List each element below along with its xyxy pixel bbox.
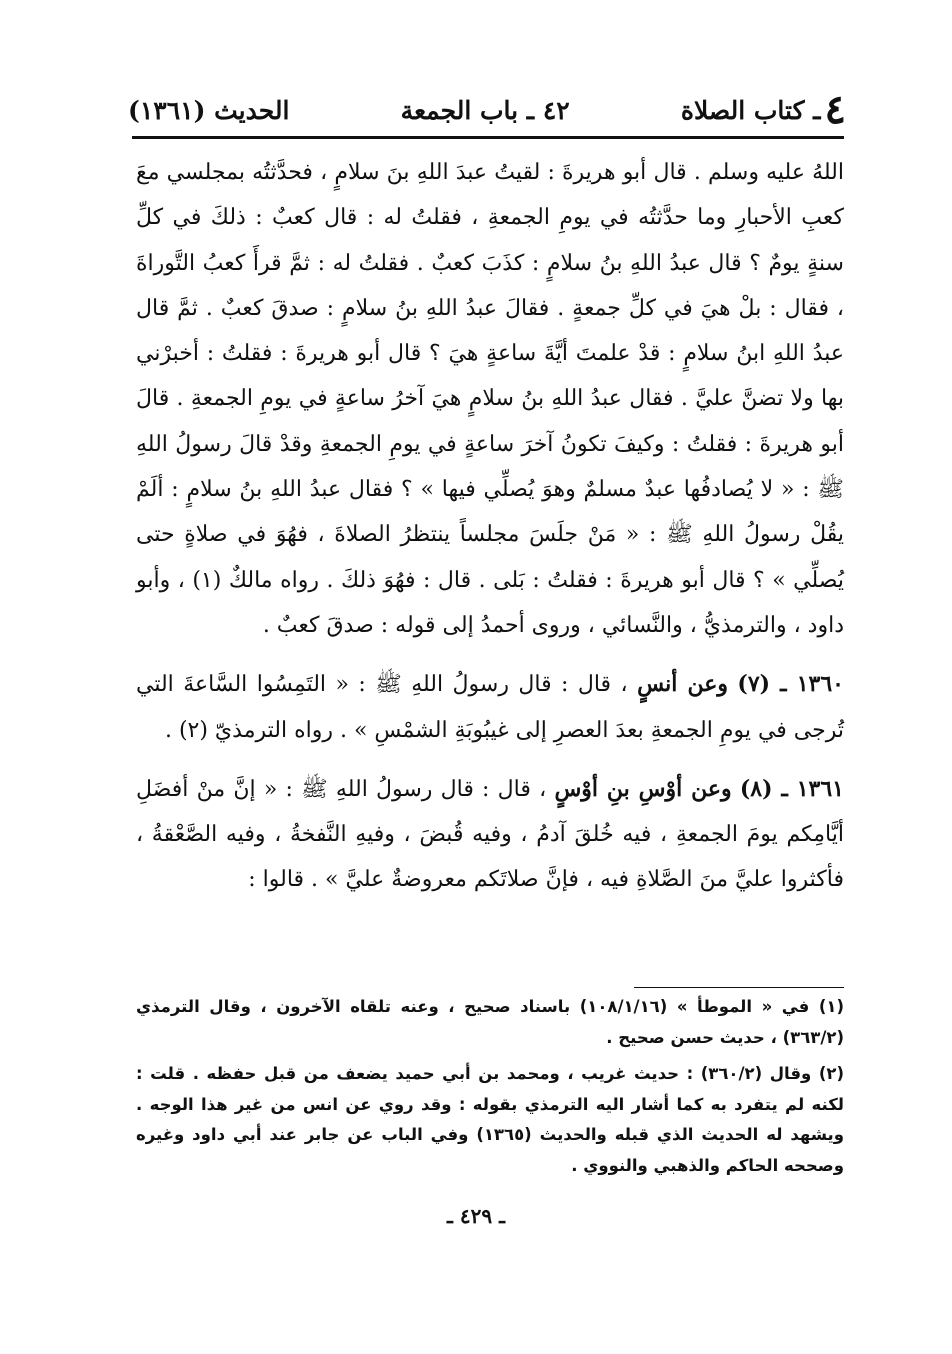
footnote-2: (٢) وقال (٣٦٠/٢) : حديث غريب ، ومحمد بن أبي حميد يضعف من قبل حفظه . قلت : لكنه لم يتفرد به كما أشار اليه الترمذي بقوله : وقد روي عن انس من غير هذا الوجه . ويشهد له الحديث الذي قبله والحديث (١٣٦٥) وفي الباب عن جابر عند أبي داود وغيره وصححه الحاكم والذهبي والنووي . <box>136 1064 844 1175</box>
footnote-1: (١) في « الموطأ » (١٠٨/١/١٦) باسناد صحيح ، وعنه تلقاه الآخرون ، وقال الترمذي (٣٦٣/٢) ، حديث حسن صحيح . <box>136 997 844 1047</box>
main-text <box>136 150 844 903</box>
hadith-narrator: وعن أنسٍ <box>637 671 728 698</box>
footnote-divider <box>634 987 844 988</box>
hadith-reference: الحديث (١٣٦١) <box>128 95 290 125</box>
hadith-narrator: وعن أوْسِ بنِ أوْسٍ <box>554 775 732 802</box>
hadith-text: ، قال : قال رسولُ اللهِ ﷺ : « التَمِسُوا السَّاعةَ التي تُرجى في يومِ الجمعةِ بعدَ العصرِ إلى غيبُوبَةِ الشمْسِ » . رواه الترمذيّ (٢) . <box>136 672 844 743</box>
chapter-title: ٤٢ ـ باب الجمعة <box>400 95 570 125</box>
page-number: ـ ٤٢٩ ـ <box>447 1204 505 1228</box>
hadith-1360 <box>136 662 844 753</box>
volume-number: ٤ <box>824 86 846 133</box>
running-header <box>128 84 846 136</box>
header-divider <box>132 136 844 139</box>
footnotes <box>136 992 844 1181</box>
book-title: ـ كتاب الصلاة <box>680 95 821 125</box>
hadith-number: ١٣٦٠ ـ (٧) <box>737 671 844 698</box>
hadith-1361 <box>136 767 844 903</box>
hadith-number: ١٣٦١ ـ (٨) <box>739 775 844 802</box>
paragraph-continuation: اللهُ عليه وسلم . قال أبو هريرةَ : لقيتُ عبدَ اللهِ بنَ سلامٍ ، فحدَّثتُه بمجلسي معَ كعبِ الأحبارِ وما حدَّثتُه في يومِ الجمعةِ ، فقلتُ له : قال كعبٌ : ذلكَ في كلِّ سنةٍ يومٌ ؟ قال عبدُ اللهِ بنُ سلامٍ : كذَبَ كعبٌ . فقلتُ له : ثمَّ قرأَ كعبُ التَّوراةَ ، فقال : بلْ هيَ في كلِّ جمعةٍ . فقالَ عبدُ اللهِ بنُ سلامٍ : صدقَ كعبٌ . ثمَّ قال عبدُ اللهِ ابنُ سلامٍ : قدْ علمتَ أيَّةَ ساعةٍ هيَ ؟ قال أبو هريرةَ : فقلتُ : أخبرْني بها ولا تضنَّ عليَّ . فقال عبدُ اللهِ بنُ سلامٍ هيَ آخرُ ساعةٍ في يومِ الجمعةِ . قالَ أبو هريرةَ : فقلتُ : وكيفَ تكونُ آخرَ ساعةٍ في يومِ الجمعةِ وقدْ قالَ رسولُ اللهِ ﷺ : « لا يُصادفُها عبدٌ مسلمٌ وهوَ يُصلِّي فيها » ؟ فقال عبدُ اللهِ بنُ سلامٍ : ألَمْ يقُلْ رسولُ اللهِ ﷺ : « مَنْ جلَسَ مجلساً ينتظرُ الصلاةَ ، فهُوَ في صلاةٍ حتى يُصلِّي » ؟ قال أبو هريرةَ : فقلتُ : بَلى . قال : فهُوَ ذلكَ . رواه مالكٌ (١) ، وأبو داود ، والترمذيُّ ، والنَّسائي ، وروى أحمدُ إلى قوله : صدقَ كعبٌ . <box>136 160 845 638</box>
book-title-header <box>680 86 846 133</box>
hadith-text: ، قال : قال رسولُ اللهِ ﷺ : « إنَّ منْ أفضَلِ أيَّامِكم يومَ الجمعةِ ، فيه خُلقَ آدمُ ، وفيه قُبضَ ، وفيهِ النَّفخةُ ، وفيه الصَّعْقةُ ، فأكثروا عليَّ منَ الصَّلاةِ فيه ، فإنَّ صلاتَكم معروضةٌ عليَّ » . قالوا : <box>136 776 844 893</box>
